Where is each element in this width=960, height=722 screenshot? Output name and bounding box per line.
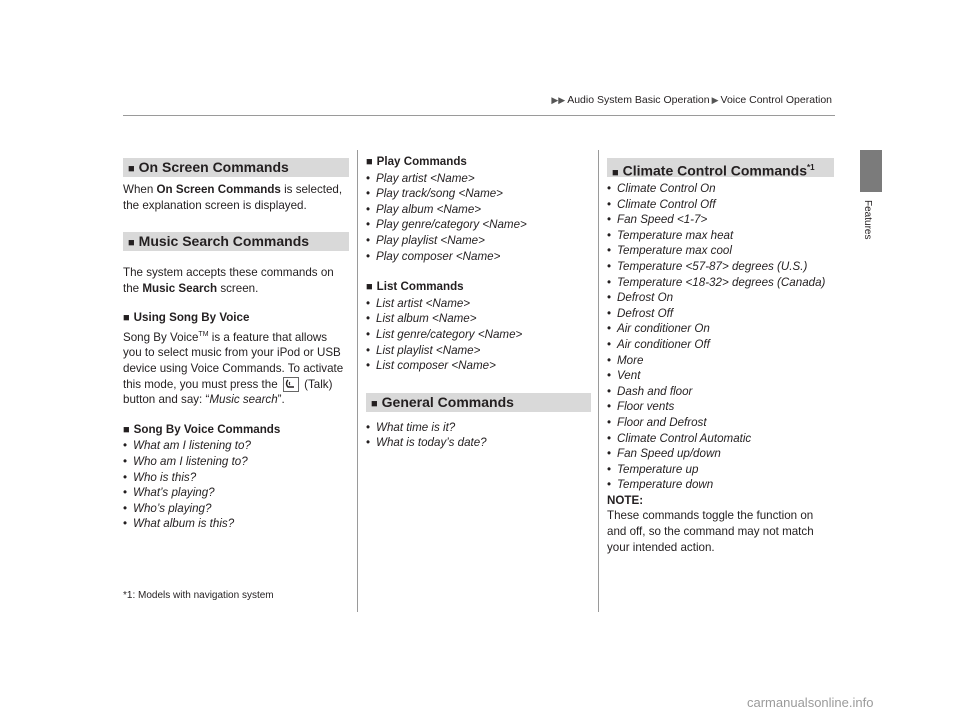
list-item: • What time is it? (366, 420, 591, 436)
list-item: • What’s playing? (123, 485, 349, 501)
arrow-icon: ▶▶ (551, 95, 566, 105)
list-item: • Fan Speed <1-7> (607, 212, 834, 228)
column-1 (123, 158, 349, 532)
list-item: • Temperature down (607, 477, 834, 493)
list-item: • Climate Control Automatic (607, 431, 834, 447)
list-item: • Temperature up (607, 462, 834, 478)
section-heading: ■ Climate Control Commands$^{*1}$ (607, 158, 834, 177)
list-item: • Who’s playing? (123, 501, 349, 517)
paragraph: Song By Voice™ is a feature that allows you to select music from your iPod or USB device using Voice Commands. To activate this mode, you must press the (Talk) button and say: “Music search”. (123, 330, 344, 407)
side-tab-label: Features (862, 200, 873, 240)
command-list (123, 438, 349, 532)
header-divider (123, 115, 835, 116)
list-item: • Defrost Off (607, 306, 834, 322)
list-item: • List genre/category <Name> (366, 327, 591, 343)
list-item: • Who am I listening to? (123, 454, 349, 470)
watermark: carmanualsonline.info (747, 695, 874, 710)
list-item: • Vent (607, 368, 834, 384)
list-item: • More (607, 353, 834, 369)
list-item: • Play track/song <Name> (366, 186, 591, 202)
list-item: • List artist <Name> (366, 296, 591, 312)
subheading: ■ Song By Voice Commands (123, 422, 281, 436)
column-divider (598, 150, 599, 612)
list-item: • Defrost On (607, 290, 834, 306)
list-item: • Climate Control Off (607, 197, 834, 213)
list-item: • Fan Speed up/down (607, 446, 834, 462)
command-list (607, 181, 834, 493)
list-item: • Floor vents (607, 399, 834, 415)
command-list (366, 420, 591, 451)
list-item: • List composer <Name> (366, 358, 591, 374)
list-item: • Dash and floor (607, 384, 834, 400)
list-item: • Play playlist <Name> (366, 233, 591, 249)
talk-icon (283, 377, 299, 392)
section-heading: ■ Music Search Commands (123, 232, 349, 251)
subheading: ■ Using Song By Voice (123, 311, 250, 325)
list-item: • Play genre/category <Name> (366, 217, 591, 233)
note-text: These commands toggle the function on and off, so the command may not match your intended action. (607, 509, 814, 554)
list-item: • Temperature max cool (607, 243, 834, 259)
list-item: • What am I listening to? (123, 438, 349, 454)
breadcrumb-item[interactable]: Audio System Basic Operation (567, 94, 710, 106)
list-item: • Air conditioner On (607, 321, 834, 337)
list-item: • Play album <Name> (366, 202, 591, 218)
section-heading: ■ On Screen Commands (123, 158, 349, 177)
list-item: • Play composer <Name> (366, 249, 591, 265)
command-list (366, 296, 591, 374)
paragraph: The system accepts these commands on the Music Search screen. (123, 266, 334, 295)
breadcrumb-item[interactable]: Voice Control Operation (720, 94, 832, 106)
list-item: • List playlist <Name> (366, 343, 591, 359)
subheading: ■ Play Commands (366, 155, 467, 168)
footnote: *1: Models with navigation system (123, 590, 274, 601)
section-tab-marker (860, 150, 882, 192)
list-item: • Temperature <18-32> degrees (Canada) (607, 275, 834, 291)
list-item: • Climate Control On (607, 181, 834, 197)
list-item: • Temperature max heat (607, 228, 834, 244)
command-list (366, 171, 591, 265)
column-divider (357, 150, 358, 612)
breadcrumb (0, 94, 832, 106)
section-heading: ■ General Commands (366, 393, 591, 412)
list-item: • List album <Name> (366, 311, 591, 327)
paragraph: When On Screen Commands is selected, the explanation screen is displayed. (123, 183, 343, 212)
list-item: • Air conditioner Off (607, 337, 834, 353)
list-item: • Floor and Defrost (607, 415, 834, 431)
list-item: • Temperature <57-87> degrees (U.S.) (607, 259, 834, 275)
list-item: • What album is this? (123, 516, 349, 532)
arrow-icon: ▶ (711, 95, 719, 105)
column-3 (607, 158, 834, 555)
list-item: • Who is this? (123, 470, 349, 486)
subheading: ■ List Commands (366, 280, 464, 294)
list-item: • Play artist <Name> (366, 171, 591, 187)
column-2 (366, 154, 591, 451)
note-label: NOTE: (607, 493, 644, 507)
list-item: • What is today’s date? (366, 435, 591, 451)
